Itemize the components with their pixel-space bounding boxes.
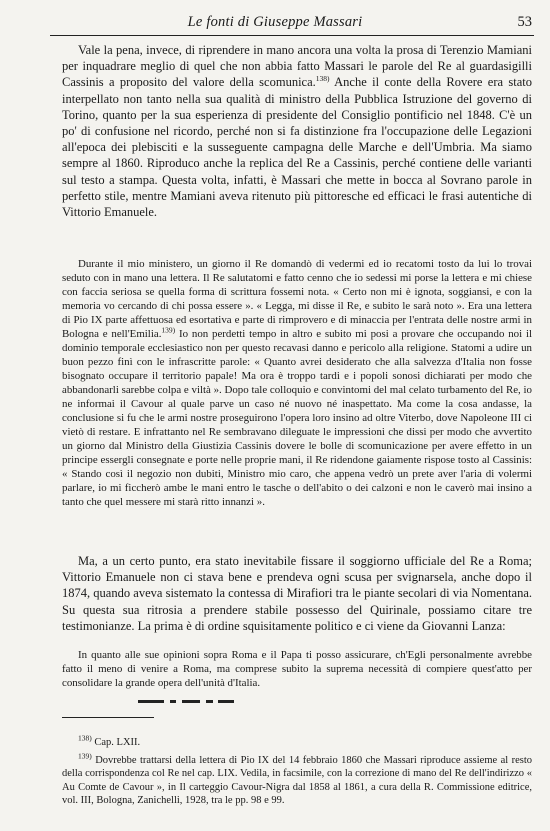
quotation-lanza	[62, 648, 532, 690]
footnote-ref-139: 139)	[161, 325, 176, 335]
paragraph-text-part: Anche il conte della Rovere era stato interpellato non tanto nella sua qualità di ministro della Pubblica Istruzione del governo di Torino, quanto per la sua esperienza di presidente del Consiglio pontificio nel 1848. C'è un po' di confusione nel ricordo, perché non si fa distinzione fra l'occupazione delle Legazioni all'epoca dei plebisciti e la susseguente campagna delle Marche e dell'Umbria. Ma siamo sempre al 1860. Riproduco anche la replica del Re a Cassinis, perché contiene delle varianti sul testo a stampa. Questa volta, infatti, è Massari che mette in bocca al Sovrano parole in perfetto stile, mentre Mamiani aveva ritenuto più pittoresche ed efficaci le frasi autentiche di Vittorio Emanuele.	[62, 75, 532, 220]
paragraph-text	[62, 42, 532, 220]
quotation-text-part: Io non perdetti tempo in altro e subito mi posi a provare che occupando noi il dominio temporale ecclesiastico non per questo recavasi danno e pericolo alla religione. Statomi a udire un buon pezzo finì con le infrascritte parole: « Quanto avrei desiderato che alla salvezza d'Italia non fosse bisognato occupare il territorio papale! Ma ora è troppo tardi e i popoli sonosi dichiarati per modo che abbandonarli sarebbe colpa e viltà ». Dopo tale colloquio e convintomi del mal celato turbamento del Re, io ne informai il Cavour al quale parve un caso né nuovo né inaspettato. Ma come la cosa andasse, la conclusione si fu che le armi nostre proseguirono l'opera loro insino ad oltre Viterbo, dove Napoleone III ci vietò di restare. E infrattanto nel Re sembravano dileguate le impressioni che dissi per modo che avvertito un giorno dal Ministro della Giustizia Cassinis dovere le bolle di scomunicazione per avere effetto in un principe essergli consegnate e porte nelle proprie mani, il Re ridendone gaiamente rispose tosto al Cassinis: « Stando così il negozio non dubiti, Ministro mio caro, che appena vedrò un prete aver l'aria di volermi parlare, io mi ficcherò ambe le mani entro le tasche o dell'abito o dei calzoni e non le caverò mai insino a tanto che quel messere mi starà ritto innanzi ».	[62, 328, 532, 508]
quotation-text: In quanto alle sue opinioni sopra Roma e il Papa ti posso assicurare, ch'Egli personalmente avrebbe fatto il meno di venire a Roma, ma comprese subito la suprema necessità di compiere quest'atto per consolidare la grande opera dell'unità d'Italia.	[62, 649, 532, 689]
footnotes	[62, 733, 533, 808]
footnote-138	[62, 733, 532, 750]
header-rule	[50, 35, 534, 36]
paragraph-text-part: Vale la pena, invece, di riprendere in mano ancora una volta la prosa di Terenzio Mamiani per inquadrare meglio di quel che non abbia fatto Massari le parole del Re al guardasigilli Cassinis a proposito del valore della scomunica.	[62, 43, 532, 90]
quotation-text-part: Durante il mio ministero, un giorno il Re domandò di vedermi ed io recatomi tosto da lui lo trovai seduto con in mano una lettera. Il Re salutatomi e fatto cenno che io sedessi mi porse la lettera e mi chiese con faccia seriosa se quella forma di scrittura fossemi nota. « Certo non mi è ignota, soggiansi, e con la memoria vo cercando di chi possa essere ». « Legga, mi disse il Re, e subito le sarà noto ». Era una lettera di Pio IX parte affettuosa ed esortativa e parte di rimprovero e di minaccia per l'entrata delle nostre armi in Bologna e nell'Emilia.	[62, 258, 532, 340]
quotation-mamiani	[62, 257, 532, 509]
paragraph-2	[62, 553, 532, 634]
section-separator	[138, 699, 234, 705]
running-header	[0, 0, 550, 40]
page-number: 53	[517, 14, 532, 30]
paragraph-1	[62, 42, 532, 220]
footnote-number: 139)	[78, 751, 92, 761]
running-title: Le fonti di Giuseppe Massari	[187, 14, 363, 30]
footnote-ref-138: 138)	[315, 74, 330, 84]
quotation-text	[62, 257, 532, 509]
footnote-text: Dovrebbe trattarsi della lettera di Pio IX del 14 febbraio 1860 che Massari riproduce assieme al resto della corrispondenza col Re nel cap. LIX. Vedila, in facsimile, con la correzione di mano del Re dell'indirizzo « Au Comte de Cavour », in Il carteggio Cavour-Nigra dal 1858 al 1861, a cura della R. Commissione editrice, vol. III, Bologna, Zanichelli, 1928, tra le pp. 98 e 99.	[62, 754, 533, 807]
footnote-number: 138)	[78, 733, 92, 743]
footnote-text: Cap. LXII.	[94, 737, 141, 748]
paragraph-text: Ma, a un certo punto, era stato inevitabile fissare il soggiorno ufficiale del Re a Roma; Vittorio Emanuele non ci stava bene e prendeva ogni scusa per svignarsela, anche dopo il 1874, quando aveva sistemato la contessa di Mirafiori tra le piante secolari di via Nomentana. Su questa sua ritrosia a prendere stabile possesso del Quirinale, possiamo citare tre testimonianze. La prima è di ordine squisitamente politico e ci viene da Giovanni Lanza:	[62, 554, 532, 633]
footnote-rule	[62, 717, 154, 718]
footnote-139	[62, 751, 533, 808]
